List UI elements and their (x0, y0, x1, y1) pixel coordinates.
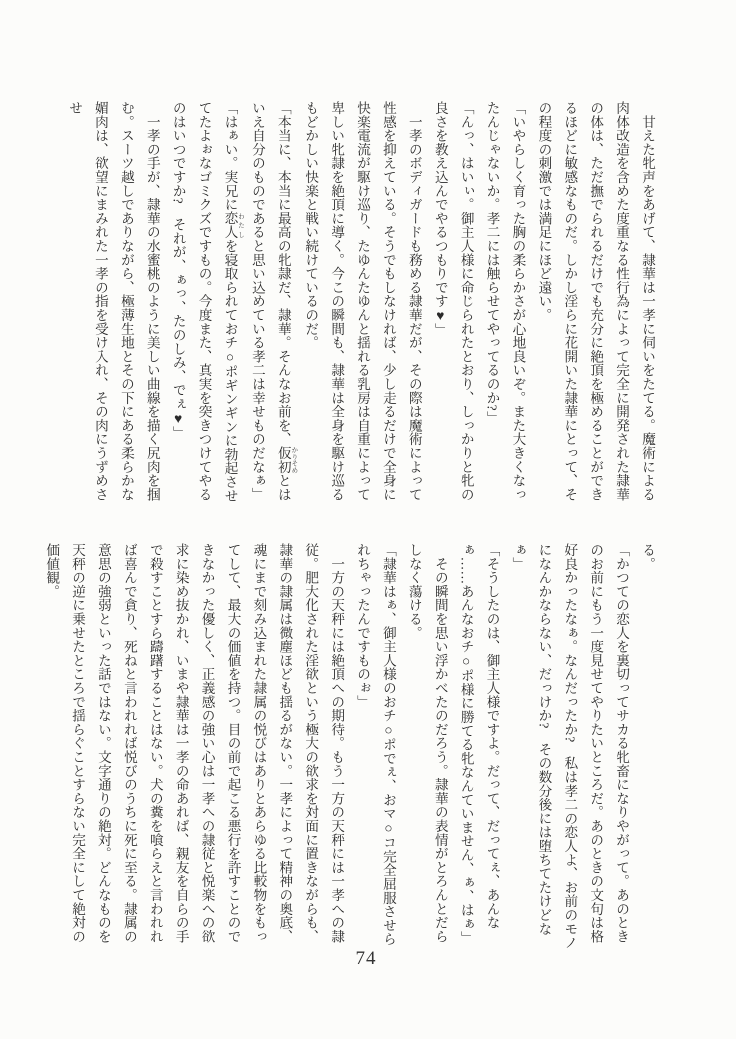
paragraph: 一孝の手が、隷華の水蜜桃のように美しい曲線を描く尻肉を掴む。スーツ越しでありながら、極薄生地とその下にある柔らかな媚肉は、欲望にまみれた一孝の指を受け入れ、その肉にうずめさせ (67, 101, 160, 502)
text-block-upper (67, 101, 660, 511)
paragraph: その瞬間を思い浮かべたのだろう。隷華の表情がとろんとだらしなく蕩ける。 (406, 543, 448, 944)
text-block-lower (44, 543, 660, 953)
paragraph: る。 (640, 543, 655, 571)
paragraph: 甘えた牝声をあげて、隷華は一孝に伺いをたてる。魔術による肉体改造を含めた度重なる性行為によって完全に開発された隷華の体は、ただ撫でられるだけでも充分に絶頂を極めることができるほどに敏感なものだ。しかし淫らに花開いた隷華にとって、その程度の刺激では満足にほど遠い。 (536, 101, 655, 502)
paragraph: 「いやらしく育った胸の柔らかさが心地良いぞ。また大きくなったんじゃないか。孝二には触らせてやってるのか?」 (484, 101, 526, 502)
paragraph: 「そうしたのは、御主人様ですよ。だって、だってぇ、あんなぁ……あんなおチ○ポ様に勝てる牝なんていません、ぁ、はぁ」 (458, 543, 500, 945)
paragraph: 「かつての恋人を裏切ってサカる牝畜になりやがって。あのときのお前にもう一度見せてやりたいところだ。あのときの文句は格好良かったなぁ。なんだったか? 私は孝二の恋人よ、お前のモノになんかならない、だっけか? その数分後には堕ちてたけどなぁ」 (510, 543, 630, 950)
paragraph: 「隷華はぁ、御主人様のおチ○ポでぇ、おマ○コ完全屈服させられちゃったんですものぉ」 (355, 543, 396, 946)
paragraph: 「んっ、はいぃ。御主人様に命じられたとおり、しっかりと牝の良さを教え込んでやるつもりです♥」 (432, 101, 474, 502)
paragraph: 「本当に、本当に最高の牝隷だ、隷華。そんなお前を、仮初 かりそめとはいえ自分のものであると思い込めている孝二は幸せものだなぁ」 (249, 101, 298, 502)
paragraph: 一孝のボディガードも務める隷華だが、その際は魔術によって性感を抑えている。そうでもしなければ、少し走るだけで全身に快楽電流が駆け巡り、たゆんたゆんと揺れる乳房は自重によって卑しい牝隷を絶頂に導く。今この瞬間も、隷華は全身を駆け巡るもどかしい快楽と戦い続けているのだ。 (303, 101, 422, 502)
paragraph: 一方の天秤には絶頂への期待。もう一方の天秤には一孝への隷従。肥大化された淫欲という極大の欲求を対面に置きながらも、隷華の隷属は微塵ほども揺るがない。一孝によって精神の奥底、魂にまで刻み込まれた隷属の悦びはありとあらゆる比較物をもってして、最大の価値を持つ。目の前で起こる悪行を許すことのできなかった優しく、正義感の強い心は一孝への隷従と悦楽への欲求に染め抜かれ、いまや隷華は一孝の命あれば、親友を自らの手で殺すことすら躊躇することはない。犬の糞を喰らえと言われれば喜んで貪り、死ねと言われれば悦びのうちに死に至る。隷属の意思の強弱といった話ではない。文字通りの絶対。どんなものを天秤の逆に乗せたところで揺らぐことすらない完全にして絶対の価値観。 (44, 543, 345, 944)
paragraph: 「はぁい。実兄に恋人 わたしを寝取られておチ○ポギンギンに勃起させてたよぉなゴミクズですもの。今度また、真実を突きつけてやるのはいつですか? それが、ぁっ、たのしみ、でぇ♥」 (170, 101, 244, 503)
page-number: 74 (355, 948, 377, 969)
